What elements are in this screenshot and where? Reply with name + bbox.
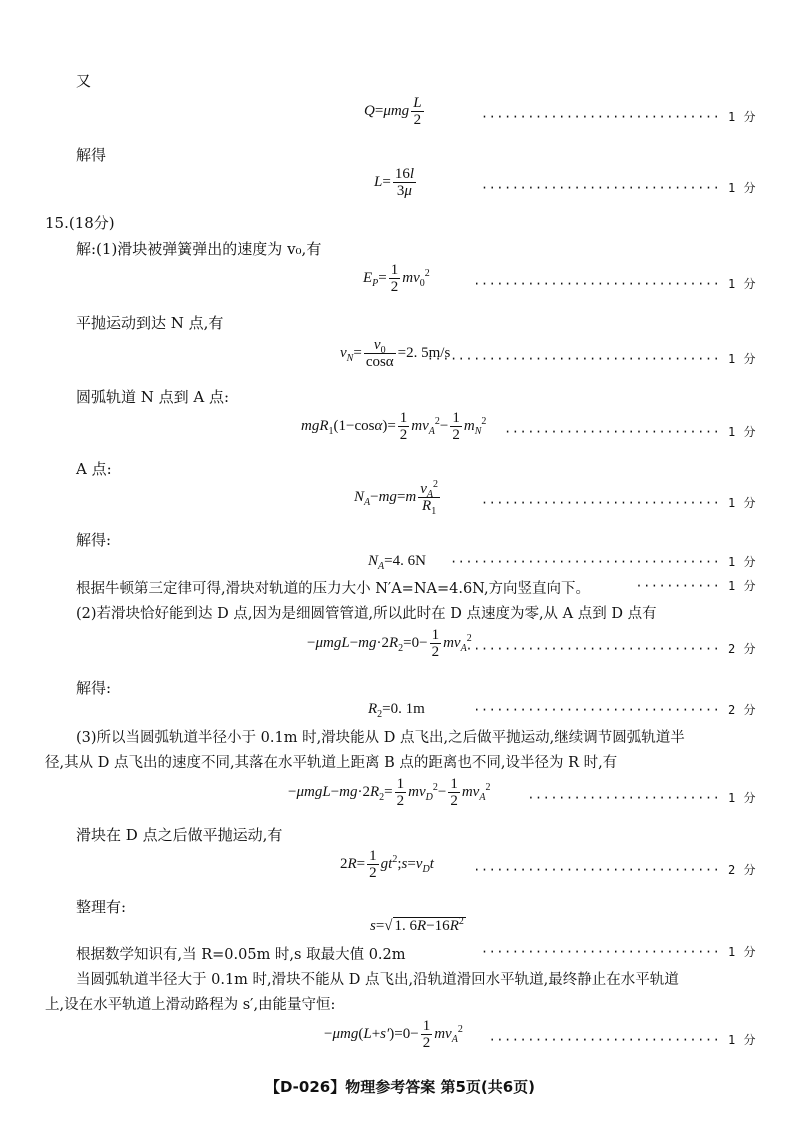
equation-rd: $-\mu mgL-mg\cdot 2R_2=$ $\frac{1}{2}$ $mv_D^2-$ $\frac{1}{2}$ $mv_A^2$ <box>288 776 491 809</box>
text-jiede3: 解得: <box>76 679 112 697</box>
equation-ad: $-\mu mgL-mg\cdot 2R_2=0-$ $\frac{1}{2}$ $mv_A^2$ <box>307 627 472 660</box>
score-label: 1 分 <box>728 352 756 366</box>
text-pingpao-n: 平抛运动到达 N 点,有 <box>76 314 224 332</box>
score-dots: ······························ 1 分 <box>488 1033 756 1047</box>
score-label: 1 分 <box>728 425 756 439</box>
score-dots: ···························· 1 分 <box>504 425 756 439</box>
text-part1: 解:(1)滑块被弹簧弹出的速度为 v₀,有 <box>76 240 322 258</box>
score-dots: ··········· 1 分 <box>635 579 756 593</box>
equation-na-force: $N_A-mg=m$ $\frac{v_A^2}{R_1}$ <box>354 479 439 517</box>
text-part3-a: (3)所以当圆弧轨道半径小于 0.1m 时,滑块能从 D 点飞出,之后做平抛运动,继续调节圆弧轨道半 <box>76 730 685 746</box>
equation-L: L= $\frac{16l}{3\mu}$ <box>374 166 414 199</box>
equation-r2: $R_2=0$. 1m <box>368 701 425 720</box>
text-gt-a: 当圆弧轨道半径大于 0.1m 时,滑块不能从 D 点飞出,沿轨道滑回水平轨道,最终静止在水平轨道 <box>76 972 679 988</box>
score-dots: ································ 2 分 <box>473 703 756 717</box>
score-label: 1 分 <box>728 181 756 195</box>
equation-na-val: $N_A=4$. 6N <box>368 553 426 572</box>
text-arc-na: 圆弧轨道 N 点到 A 点: <box>76 388 230 406</box>
score-dots: ························· 1 分 <box>527 791 756 805</box>
score-dots: ································· 2 分 <box>465 642 756 656</box>
score-dots: ······························· 1 分 <box>480 110 756 124</box>
score-label: 1 分 <box>728 945 756 959</box>
score-label: 1 分 <box>728 579 756 593</box>
text-zhengli: 整理有: <box>76 898 127 916</box>
text-newton: 根据牛顿第三定律可得,滑块对轨道的压力大小 N′A=NA=4.6N,方向竖直向下。 <box>76 581 591 597</box>
equation-s: s=√ 1. $6R-16R^2$ <box>370 916 464 934</box>
equation-ep: $E_P=$ $\frac{1}{2}$ $mv_0^2$ <box>363 262 430 295</box>
score-label: 1 分 <box>728 496 756 510</box>
score-dots: ································ 1 分 <box>473 277 756 291</box>
equation-vn: $v_N=$ $\frac{v_0}{\cos\alpha}$ =2. 5m/s <box>340 337 451 370</box>
score-dots: ······························· 1 分 <box>480 496 756 510</box>
score-label: 1 分 <box>728 110 756 124</box>
score-dots: ··································· 1 分 <box>449 555 756 569</box>
text-you: 又 <box>76 72 92 90</box>
score-dots: ······························· 1 分 <box>480 945 756 959</box>
text-jiede1: 解得 <box>76 146 107 164</box>
score-label: 1 分 <box>728 791 756 805</box>
score-label: 2 分 <box>728 863 756 877</box>
score-dots: ································ 2 分 <box>473 863 756 877</box>
text-part2: (2)若滑块恰好能到达 D 点,因为是细圆管管道,所以此时在 D 点速度为零,从 A 点到 D 点有 <box>76 606 657 622</box>
score-label: 1 分 <box>728 555 756 569</box>
score-label: 1 分 <box>728 277 756 291</box>
equation-final: −μmg(L+s′)=0− $\frac{1}{2}$ $mv_A^2$ <box>324 1018 463 1051</box>
text-part3-b: 径,其从 D 点飞出的速度不同,其落在水平轨道上距离 B 点的距离也不同,设半径为 R 时,有 <box>45 755 618 771</box>
score-dots: ······························· 1 分 <box>480 181 756 195</box>
text-a-dian: A 点: <box>76 460 112 478</box>
score-dots: ······································ 1 分 <box>426 352 756 366</box>
equation-proj: 2R= $\frac{1}{2}$ $gt^2;s=v_Dt$ <box>340 848 434 881</box>
text-max-s: 根据数学知识有,当 R=0.05m 时,s 取最大值 0.2m <box>76 947 406 963</box>
page-footer: 【D-026】物理参考答案 第5页(共6页) <box>264 1078 536 1096</box>
text-gt-b: 上,设在水平轨道上滑动路程为 s′,由能量守恒: <box>45 997 336 1013</box>
score-label: 2 分 <box>728 642 756 656</box>
text-after-d: 滑块在 D 点之后做平抛运动,有 <box>76 826 283 844</box>
score-label: 2 分 <box>728 703 756 717</box>
equation-energy-na: mgR$_1$(1−cosα)= $\frac{1}{2}$ $mv_A^2-$ $\frac{1}{2}$ $m_N^2$ <box>301 410 487 443</box>
equation-q: Q=μmg $\frac{L}{2}$ <box>364 95 422 128</box>
score-label: 1 分 <box>728 1033 756 1047</box>
question-15-header: 15.(18分) <box>45 214 115 232</box>
text-jiede2: 解得: <box>76 531 112 549</box>
